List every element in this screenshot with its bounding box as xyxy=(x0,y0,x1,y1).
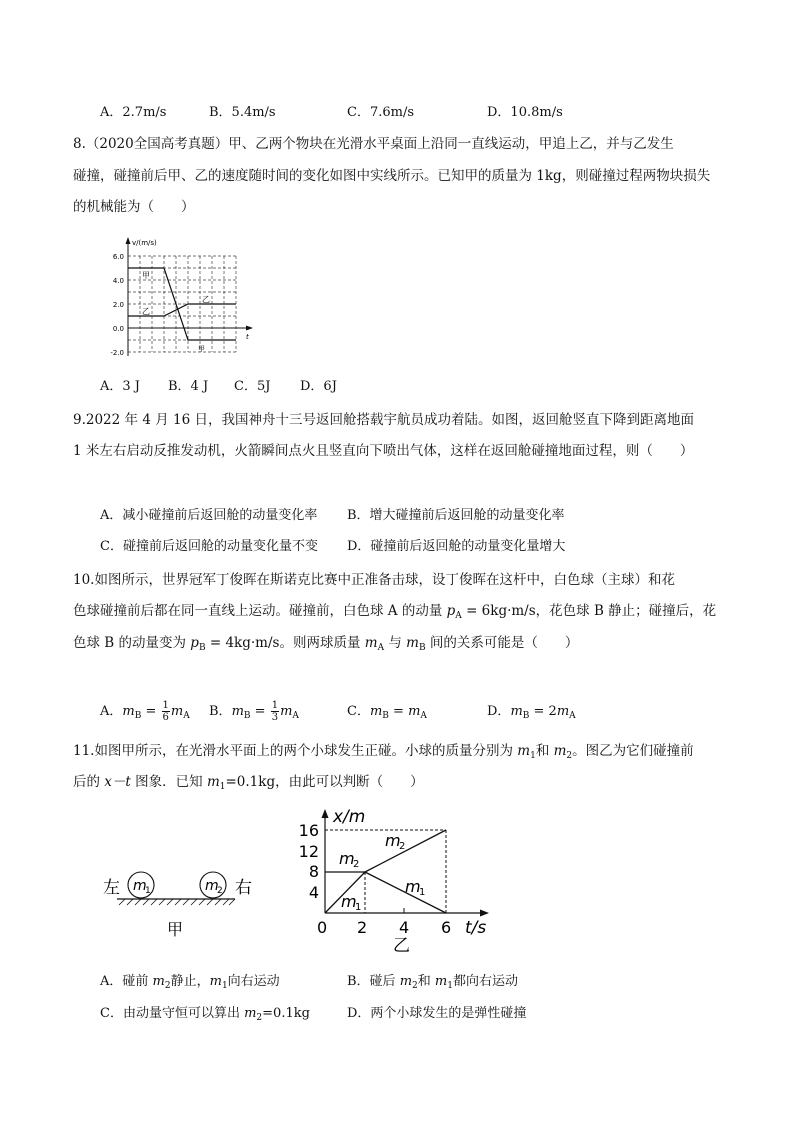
q10-opt-d-eq: = 2 xyxy=(529,704,557,719)
q10-line3-text-c: 与 xyxy=(384,635,407,651)
q10-opt-a-eq: = xyxy=(141,704,161,719)
q8-chart-label-jia-after: 甲 xyxy=(198,345,205,353)
q8-chart-y-arrow xyxy=(126,237,131,244)
q7-option-c[interactable]: C．7.6m/s xyxy=(347,105,414,120)
q11-m1-known-symbol: m xyxy=(206,774,220,790)
q11-fig-yi-ytick-8: 8 xyxy=(308,862,319,881)
q8-chart-label-yi-before: 乙 xyxy=(142,307,150,316)
q11-m2-symbol: m xyxy=(553,743,567,759)
q11-fig-yi-xtick-6: 6 xyxy=(441,918,452,937)
q8-chart-ytick-4: 4.0 xyxy=(112,277,124,285)
q11-m2-subscript: 2 xyxy=(566,751,573,761)
q8-chart-ylabel: v/(m/s) xyxy=(132,239,157,247)
q11-opt-c-text-pre: C．由动量守恒可以算出 xyxy=(100,1006,245,1021)
q11-option-a[interactable] xyxy=(100,972,280,996)
q10-opt-a-denominator: 6 xyxy=(162,712,169,723)
q11-fig-jia-left-label: 左 xyxy=(103,878,120,898)
q10-opt-b-label: B． xyxy=(209,704,232,719)
q10-pB-subscript: B xyxy=(198,643,206,653)
q11-opt-a-m2-sub: 1 xyxy=(221,981,228,991)
q10-line2-text-a: 色球碰撞前后都在同一直线上运动。碰撞前，白色球 A 的动量 xyxy=(73,603,447,619)
q11-opt-a-text-mid: 静止， xyxy=(170,974,210,989)
q11-opt-b-m-sub: 2 xyxy=(412,981,418,991)
q10-opt-c-lhs-sub: B xyxy=(382,711,389,721)
q11-line2-text-a: 后的 xyxy=(73,774,105,790)
q11-line2-text-b: 图象．已知 xyxy=(130,774,207,790)
q10-line3-text-a: 色球 B 的动量变为 xyxy=(73,635,191,651)
q10-opt-b-denominator: 3 xyxy=(271,712,279,723)
q11-opt-b-text-pre: B．碰后 xyxy=(347,974,400,989)
q10-opt-c-eq: = xyxy=(388,704,409,719)
q11-fig-yi-ytick-4: 4 xyxy=(308,883,319,902)
q9-option-d[interactable]: D．碰撞前后返回舱的动量变化量增大 xyxy=(347,539,566,554)
q10-option-b[interactable] xyxy=(209,700,299,726)
q8-chart-ytick-0: 0.0 xyxy=(112,325,124,333)
q8-stem-line2: 碰撞，碰撞前后甲、乙的速度随时间的变化如图中实线所示。已知甲的质量为 1kg，则碰撞过程两物块损失 xyxy=(73,168,711,184)
q9-option-c[interactable]: C．碰撞前后返回舱的动量变化量不变 xyxy=(100,539,318,554)
q11-fig-jia-ball-m2-label: m xyxy=(205,878,219,894)
q11-fig-jia-ball-m2-sub: 2 xyxy=(217,886,223,896)
q10-opt-d-rhs-sub: A xyxy=(569,711,576,721)
q10-opt-c-rhs: m xyxy=(408,704,421,719)
q10-pB-symbol: p xyxy=(190,635,199,651)
q11-m1-known-subscript: 1 xyxy=(219,782,226,792)
q10-mB-subscript: B xyxy=(418,643,426,653)
q10-opt-c-label: C． xyxy=(347,704,370,719)
q11-figure-jia xyxy=(95,855,275,945)
q9-option-a[interactable]: A．减小碰撞前后返回舱的动量变化率 xyxy=(100,508,318,523)
q10-pA-symbol: p xyxy=(446,603,456,619)
q11-fig-yi-label-m1-after-sub: 1 xyxy=(419,887,426,898)
q9-stem-line2: 1 米左右启动反推发动机，火箭瞬间点火且竖直向下喷出气体，这样在返回舱碰撞地面过程，则（ ） xyxy=(73,443,694,459)
q11-fig-yi-caption: 乙 xyxy=(393,936,410,955)
q10-mA-symbol: m xyxy=(364,635,378,651)
q10-opt-a-lhs-sub: B xyxy=(134,711,142,721)
q11-opt-c-m-symbol: m xyxy=(244,1006,257,1021)
q11-opt-c-m-sub: 2 xyxy=(256,1013,263,1023)
q10-stem-line3 xyxy=(73,633,578,658)
q7-option-d[interactable]: D．10.8m/s xyxy=(487,105,563,120)
q10-stem-line2 xyxy=(73,601,716,626)
q11-fig-yi-label-m1-after: m xyxy=(405,877,421,896)
q8-option-c[interactable]: C．5J xyxy=(234,379,271,394)
q11-opt-b-m2-symbol: m xyxy=(434,974,448,989)
q10-option-a[interactable] xyxy=(100,700,190,726)
q10-opt-c-lhs: m xyxy=(369,704,383,719)
q10-opt-b-numerator: 1 xyxy=(271,700,279,711)
q10-stem-line1: 10.如图所示，世界冠军丁俊晖在斯诺克比赛中正准备击球，设丁俊晖在这杆中，白色球（主球）和花 xyxy=(73,572,675,588)
q10-opt-c-rhs-sub: A xyxy=(420,711,427,721)
q8-stem-line1: 8.（2020全国高考真题）甲、乙两个物块在光滑水平桌面上沿同一直线运动，甲追上乙，并与乙发生 xyxy=(73,136,674,152)
q10-opt-b-eq: = xyxy=(250,704,270,719)
q11-line1-text-a: 11.如图甲所示，在光滑水平面上的两个小球发生正碰。小球的质量分别为 xyxy=(73,743,518,759)
q10-pA-subscript: A xyxy=(455,611,462,621)
q8-option-d[interactable]: D．6J xyxy=(300,379,337,394)
q11-fig-yi-xlabel: t/s xyxy=(465,918,487,938)
q10-line3-text-d: 间的关系可能是（ ） xyxy=(425,635,579,651)
q11-fig-yi-ytick-16: 16 xyxy=(298,821,319,840)
q11-fig-yi-x-arrow xyxy=(480,910,489,917)
q8-chart-ytick-6: 6.0 xyxy=(112,253,124,261)
q11-opt-a-m-sub: 2 xyxy=(164,981,171,991)
q11-opt-a-text-pre: A．碰前 xyxy=(100,974,153,989)
q11-line2-text-c: =0.1kg，由此可以判断（ ） xyxy=(225,774,424,790)
q11-opt-c-text-post: =0.1kg xyxy=(262,1006,310,1021)
q11-fig-yi-label-m2-after: m xyxy=(385,831,401,850)
q8-option-b[interactable]: B．4 J xyxy=(168,379,209,394)
q8-chart-ytick-neg2: -2.0 xyxy=(110,349,124,357)
q11-fig-jia-ground-hatch xyxy=(119,899,235,905)
q8-option-a[interactable]: A．3 J xyxy=(100,379,141,394)
q8-velocity-chart xyxy=(100,232,260,360)
q11-fig-yi-line-m2-after xyxy=(365,830,446,872)
q8-chart-ytick-2: 2.0 xyxy=(112,301,124,309)
q11-stem-line1 xyxy=(73,741,694,766)
q11-opt-b-m2-sub: 1 xyxy=(447,981,453,991)
q11-m1-symbol: m xyxy=(517,743,531,759)
q10-opt-b-fraction xyxy=(271,700,279,723)
q9-option-b[interactable]: B．增大碰撞前后返回舱的动量变化率 xyxy=(347,508,565,523)
q10-opt-a-rhs: m xyxy=(170,704,184,719)
q11-opt-a-text-post: 向右运动 xyxy=(227,974,280,989)
q10-opt-b-rhs-sub: A xyxy=(292,711,299,721)
q11-opt-a-m2-symbol: m xyxy=(209,974,222,989)
q11-m1-subscript: 1 xyxy=(530,751,536,761)
q8-chart-label-jia: 甲 xyxy=(142,271,150,280)
q11-fig-yi-ylabel: x/m xyxy=(333,807,366,827)
q11-fig-yi-label-m1-before: m xyxy=(341,892,357,911)
q10-line2-text-b: ，花色球 B 静止；碰撞后，花 xyxy=(535,603,717,619)
q11-fig-jia-ball-m1-sub: 1 xyxy=(145,886,151,896)
q11-fig-yi-label-m2-before: m xyxy=(339,849,355,868)
q11-option-d[interactable]: D．两个小球发生的是弹性碰撞 xyxy=(347,1006,527,1021)
q11-option-c[interactable] xyxy=(100,1004,310,1028)
q10-opt-b-rhs: m xyxy=(280,704,293,719)
q11-fig-yi-xtick-0: 0 xyxy=(317,918,328,937)
q11-fig-yi-label-m1-before-sub: 1 xyxy=(355,902,362,913)
q11-fig-yi-y-arrow xyxy=(322,809,329,818)
q11-stem-line2 xyxy=(73,772,424,797)
q11-line1-text-b: 和 xyxy=(535,743,554,759)
q11-opt-b-m-symbol: m xyxy=(399,974,413,989)
q10-opt-d-label: D． xyxy=(487,704,511,719)
q11-opt-b-text-mid: 和 xyxy=(417,974,435,989)
q11-option-b[interactable] xyxy=(347,972,518,996)
q10-line3-text-b: 。则两球质量 xyxy=(279,635,365,651)
q11-figure-yi xyxy=(295,805,495,955)
q11-opt-b-text-post: 都向右运动 xyxy=(452,974,518,989)
q8-chart-label-yi-after: 乙 xyxy=(202,295,210,304)
q11-fig-yi-ytick-12: 12 xyxy=(298,842,319,861)
q10-option-c[interactable] xyxy=(347,702,427,726)
q10-opt-a-lhs: m xyxy=(122,704,135,719)
q11-fig-yi-xtick-2: 2 xyxy=(357,918,368,937)
q11-fig-jia-ball-m1-label: m xyxy=(133,878,147,894)
q8-chart-x-arrow xyxy=(246,326,253,331)
q8-stem-line3: 的机械能为（ ） xyxy=(73,199,195,215)
q10-opt-a-label: A． xyxy=(100,704,123,719)
q11-fig-yi-label-m2-after-sub: 2 xyxy=(399,841,406,852)
q11-fig-yi-label-m2-before-sub: 2 xyxy=(353,859,360,870)
q7-option-b[interactable]: B．5.4m/s xyxy=(209,105,276,120)
q10-opt-d-rhs: m xyxy=(556,704,570,719)
q10-opt-d-lhs-sub: B xyxy=(522,711,530,721)
q11-xt-symbol: x－t xyxy=(104,774,131,790)
q11-line1-text-c: 。图乙为它们碰撞前 xyxy=(572,743,694,759)
q10-opt-a-fraction xyxy=(162,700,170,723)
q8-chart-xlabel: t xyxy=(246,333,249,341)
q10-pA-value: = 6kg·m/s xyxy=(461,603,536,619)
q10-mA-subscript: A xyxy=(377,643,385,653)
q9-stem-line1: 9.2022 年 4 月 16 日，我国神舟十三号返回舱搭载宇航员成功着陆。如图，返回舱竖直下降到距离地面 xyxy=(73,412,694,428)
q10-opt-d-lhs: m xyxy=(510,704,523,719)
q10-mB-symbol: m xyxy=(406,635,419,651)
q11-fig-jia-right-label: 右 xyxy=(235,878,252,898)
q10-opt-b-lhs: m xyxy=(231,704,244,719)
q7-option-a[interactable]: A．2.7m/s xyxy=(100,105,167,120)
q10-opt-b-lhs-sub: B xyxy=(243,711,251,721)
q10-pB-value: = 4kg·m/s xyxy=(205,635,280,651)
q10-opt-a-numerator: 1 xyxy=(162,700,169,711)
q11-opt-a-m-symbol: m xyxy=(152,974,165,989)
q10-opt-a-rhs-sub: A xyxy=(183,711,190,721)
q11-fig-jia-caption: 甲 xyxy=(167,920,184,939)
q11-fig-yi-xtick-4: 4 xyxy=(399,918,410,937)
q10-option-d[interactable] xyxy=(487,702,576,726)
